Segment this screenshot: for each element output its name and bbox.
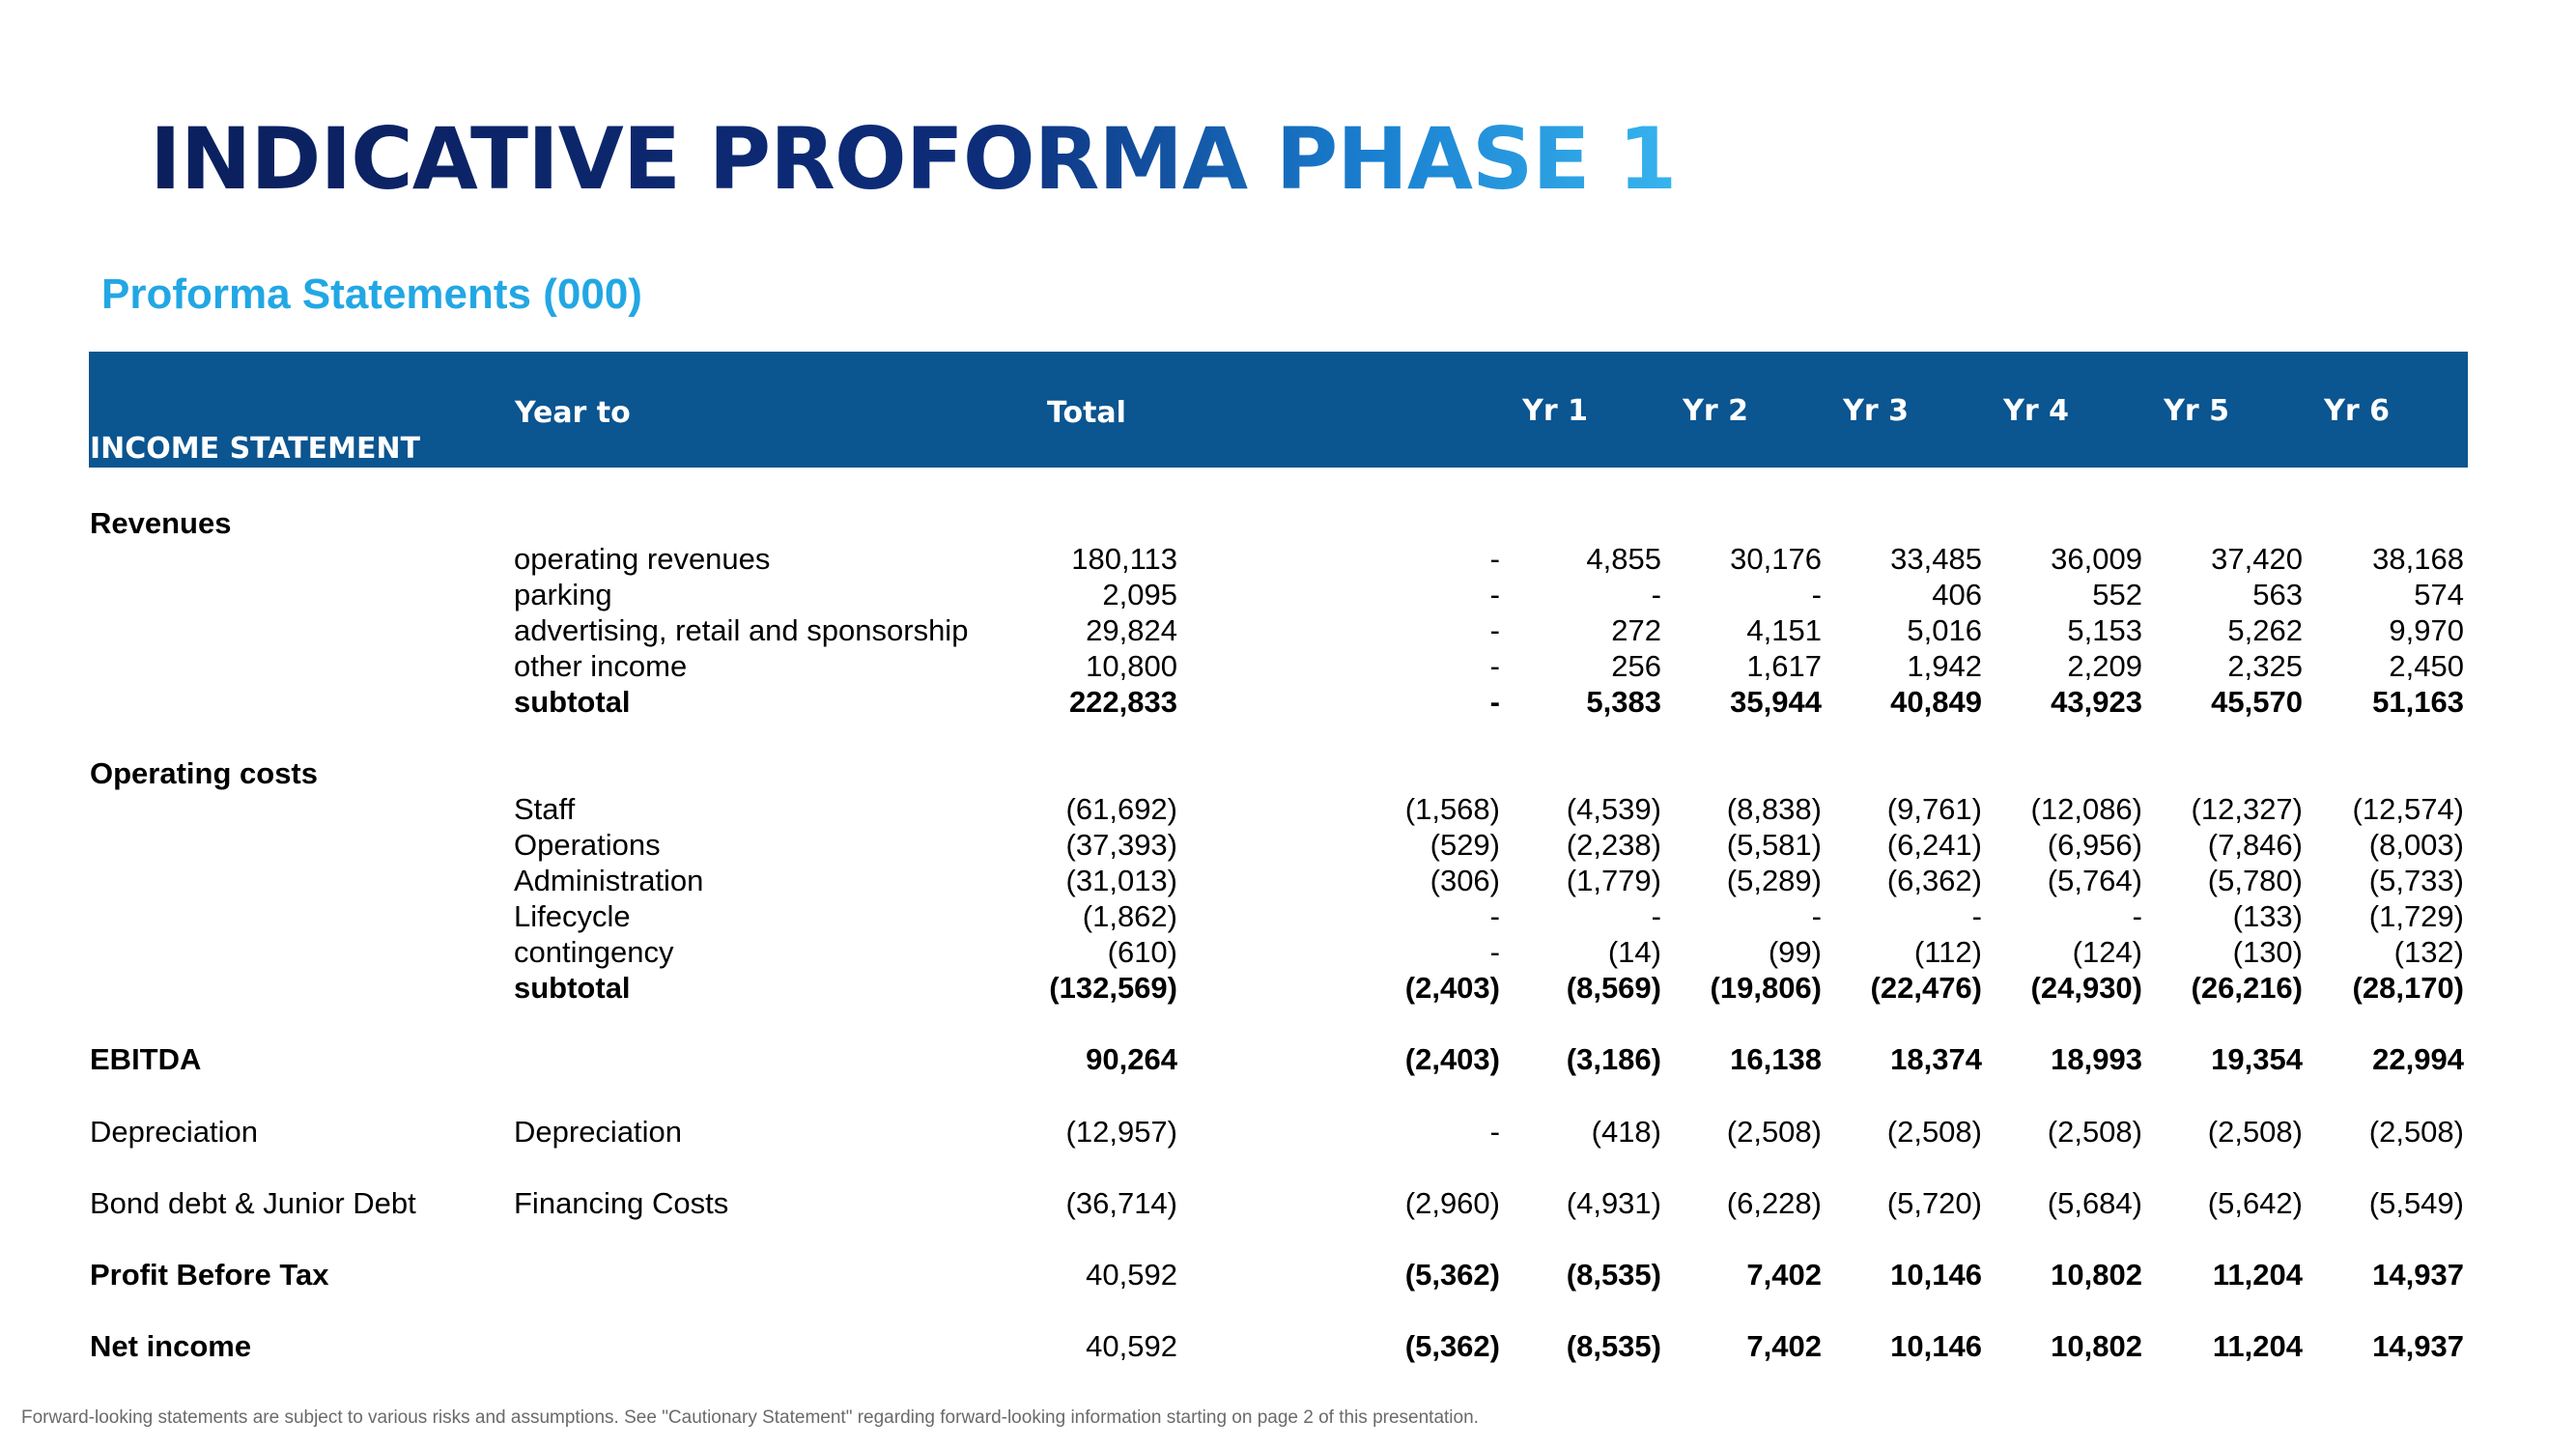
row-label: Revenues	[90, 506, 232, 540]
year-value: 2,450	[2389, 649, 2464, 683]
year-header: Yr 2	[1683, 394, 1748, 428]
year-value: (2,508)	[1886, 1115, 1982, 1149]
total-value: (12,957)	[1065, 1115, 1177, 1149]
year-value: (132)	[2393, 935, 2464, 969]
year-value: 37,420	[2211, 542, 2303, 576]
year-value: 7,402	[1746, 1258, 1822, 1292]
year-value: (133)	[2232, 899, 2303, 933]
table-row	[0, 755, 2576, 791]
table-row	[0, 505, 2576, 541]
year-value: (2,238)	[1566, 828, 1661, 862]
year-header: Yr 5	[2164, 394, 2229, 428]
year-value: (5,362)	[1404, 1258, 1500, 1292]
year-value: (2,508)	[2047, 1115, 2142, 1149]
total-value: (132,569)	[1049, 971, 1177, 1005]
year-value: 45,570	[2211, 685, 2303, 719]
year-value: (6,362)	[1886, 864, 1982, 897]
year-value: -	[2132, 899, 2142, 933]
year-value: (8,535)	[1566, 1258, 1661, 1292]
year-value: 11,204	[2212, 1329, 2303, 1363]
total-value: (610)	[1107, 935, 1177, 969]
year-value: (99)	[1768, 935, 1822, 969]
year-value: (5,289)	[1726, 864, 1822, 897]
year-value: 30,176	[1730, 542, 1822, 576]
table-row	[0, 577, 2576, 612]
year-value: 14,937	[2372, 1329, 2464, 1363]
total-header: Total	[1047, 396, 1126, 430]
row-sublabel: Operations	[514, 828, 661, 862]
row-label: Profit Before Tax	[90, 1258, 329, 1292]
year-value: (5,581)	[1726, 828, 1822, 862]
year-value: (124)	[2072, 935, 2142, 969]
year-value: 18,993	[2051, 1042, 2142, 1076]
total-value: 29,824	[1086, 613, 1177, 647]
year-value: 5,383	[1586, 685, 1661, 719]
year-value: (24,930)	[2030, 971, 2142, 1005]
year-header: Yr 6	[2324, 394, 2390, 428]
section-subtitle: Proforma Statements (000)	[101, 270, 642, 318]
year-value: (112)	[1913, 935, 1982, 969]
year-value: 33,485	[1890, 542, 1982, 576]
year-value: 5,153	[2067, 613, 2142, 647]
table-row	[0, 898, 2576, 934]
row-sublabel: Staff	[514, 792, 576, 826]
year-value: 4,855	[1586, 542, 1661, 576]
year-value: 5,016	[1907, 613, 1982, 647]
table-row	[0, 934, 2576, 970]
table-row	[0, 684, 2576, 720]
row-sublabel: advertising, retail and sponsorship	[514, 613, 969, 647]
year-value: 5,262	[2227, 613, 2303, 647]
year-value: (4,931)	[1566, 1186, 1661, 1220]
total-value: (36,714)	[1065, 1186, 1177, 1220]
row-sublabel: subtotal	[514, 971, 631, 1005]
year-header: Yr 7	[2484, 394, 2550, 428]
year-header: Yr 1	[1522, 394, 1588, 428]
table-header	[89, 352, 2550, 468]
year-value: 40,849	[1890, 685, 1982, 719]
total-value: (37,393)	[1065, 828, 1177, 862]
year-value: -	[1651, 578, 1661, 611]
year-value: (1,779)	[1566, 864, 1661, 897]
year-value: (2,508)	[1726, 1115, 1822, 1149]
disclaimer-footer: Forward-looking statements are subject to various risks and assumptions. See "Cautionary Statement" regarding forward-looking information starting on page 2 of this presentation.	[21, 1407, 1479, 1428]
table-row	[0, 970, 2576, 1006]
year-value: (9,761)	[1886, 792, 1982, 826]
year-value: (5,549)	[2368, 1186, 2464, 1220]
year-value: (14)	[1607, 935, 1661, 969]
row-sublabel: Depreciation	[514, 1115, 683, 1149]
page-title: INDICATIVE PROFORMA PHASE 1	[150, 97, 1676, 222]
year-value: 10,146	[1890, 1329, 1982, 1363]
year-value: -	[1489, 935, 1500, 969]
row-sublabel: Administration	[514, 864, 704, 897]
year-value: (418)	[1591, 1115, 1661, 1149]
year-value: (130)	[2232, 935, 2303, 969]
year-value: (5,780)	[2207, 864, 2303, 897]
row-sublabel: parking	[514, 578, 612, 611]
year-value: (12,086)	[2030, 792, 2142, 826]
year-value: 1,942	[1907, 649, 1982, 683]
table-row	[0, 827, 2576, 863]
year-value: 272	[1611, 613, 1661, 647]
year-value: (19,806)	[1710, 971, 1822, 1005]
year-value: 19,354	[2211, 1042, 2303, 1076]
year-value: 10,146	[1890, 1258, 1982, 1292]
row-label: Depreciation	[90, 1115, 259, 1149]
year-value: (6,241)	[1886, 828, 1982, 862]
total-value: 10,800	[1086, 649, 1177, 683]
year-value: (5,362)	[1404, 1329, 1500, 1363]
year-value: -	[1489, 613, 1500, 647]
year-value: -	[1811, 578, 1822, 611]
year-value: 51,163	[2372, 685, 2464, 719]
year-value: 552	[2092, 578, 2142, 611]
total-value: 180,113	[1071, 542, 1177, 576]
year-value: 4,151	[1746, 613, 1822, 647]
total-value: (1,862)	[1082, 899, 1177, 933]
year-value: (3,186)	[1566, 1042, 1661, 1076]
year-value: -	[1651, 899, 1661, 933]
year-value: 9,970	[2389, 613, 2464, 647]
year-value: (6,228)	[1726, 1186, 1822, 1220]
total-value: (61,692)	[1065, 792, 1177, 826]
year-value: -	[1489, 899, 1500, 933]
year-value: -	[1489, 578, 1500, 611]
row-sublabel: other income	[514, 649, 688, 683]
table-row	[0, 1328, 2576, 1364]
year-header: Yr 3	[1843, 394, 1909, 428]
year-value: (8,838)	[1726, 792, 1822, 826]
year-value: (1,568)	[1404, 792, 1500, 826]
income-statement-header: INCOME STATEMENT	[90, 432, 421, 466]
year-header: Yr 4	[2003, 394, 2069, 428]
row-label: Bond debt & Junior Debt	[90, 1186, 416, 1220]
year-value: 43,923	[2051, 685, 2142, 719]
year-value: 2,325	[2227, 649, 2303, 683]
year-value: (6,956)	[2047, 828, 2142, 862]
row-sublabel: subtotal	[514, 685, 631, 719]
table-row	[0, 863, 2576, 898]
row-label: EBITDA	[90, 1042, 202, 1076]
year-value: (12,327)	[2191, 792, 2303, 826]
year-value: 10,802	[2051, 1329, 2142, 1363]
row-sublabel: operating revenues	[514, 542, 771, 576]
year-value: -	[1811, 899, 1822, 933]
row-sublabel: Financing Costs	[514, 1186, 729, 1220]
table-row	[0, 648, 2576, 684]
year-value: -	[1971, 899, 1982, 933]
year-value: 16,138	[1730, 1042, 1822, 1076]
year-value: 10,802	[2051, 1258, 2142, 1292]
year-value: -	[1489, 1115, 1500, 1149]
total-value: 90,264	[1086, 1042, 1177, 1076]
year-value: 7,402	[1746, 1329, 1822, 1363]
year-value: -	[1489, 649, 1500, 683]
row-sublabel: contingency	[514, 935, 674, 969]
year-value: 256	[1611, 649, 1661, 683]
year-value: (8,535)	[1566, 1329, 1661, 1363]
year-value: (2,508)	[2207, 1115, 2303, 1149]
row-label: Net income	[90, 1329, 252, 1363]
year-value: (28,170)	[2352, 971, 2464, 1005]
year-value: (5,733)	[2368, 864, 2464, 897]
total-value: 40,592	[1086, 1329, 1177, 1363]
year-value: (5,684)	[2047, 1186, 2142, 1220]
year-value: (4,539)	[1566, 792, 1661, 826]
year-value: 18,374	[1890, 1042, 1982, 1076]
year-value: 2,209	[2067, 649, 2142, 683]
table-row	[0, 1257, 2576, 1293]
year-value: (306)	[1430, 864, 1500, 897]
table-row	[0, 791, 2576, 827]
row-sublabel: Lifecycle	[514, 899, 631, 933]
year-value: (12,574)	[2352, 792, 2464, 826]
year-value: 563	[2252, 578, 2303, 611]
year-value: (8,003)	[2368, 828, 2464, 862]
table-row	[0, 1185, 2576, 1221]
total-value: 222,833	[1068, 685, 1177, 719]
total-value: (31,013)	[1065, 864, 1177, 897]
year-value: 36,009	[2051, 542, 2142, 576]
year-value: 35,944	[1730, 685, 1822, 719]
year-value: (2,403)	[1404, 1042, 1500, 1076]
year-value: (5,764)	[2047, 864, 2142, 897]
total-value: 40,592	[1086, 1258, 1177, 1292]
year-value: (8,569)	[1566, 971, 1661, 1005]
year-value: (1,729)	[2368, 899, 2464, 933]
year-value: (2,960)	[1404, 1186, 1500, 1220]
year-value: (2,403)	[1404, 971, 1500, 1005]
year-value: -	[1489, 685, 1500, 719]
year-value: 14,937	[2372, 1258, 2464, 1292]
year-value: 574	[2414, 578, 2464, 611]
table-row	[0, 1114, 2576, 1150]
year-value: (22,476)	[1870, 971, 1982, 1005]
year-value: (2,508)	[2368, 1115, 2464, 1149]
year-value: 22,994	[2372, 1042, 2464, 1076]
year-value: 11,204	[2212, 1258, 2303, 1292]
total-value: 2,095	[1102, 578, 1177, 611]
table-row	[0, 1041, 2576, 1077]
year-value: 406	[1932, 578, 1982, 611]
year-value: (26,216)	[2191, 971, 2303, 1005]
year-value: (5,720)	[1886, 1186, 1982, 1220]
table-row	[0, 541, 2576, 577]
year-to-header: Year to	[515, 396, 631, 430]
year-value: (7,846)	[2207, 828, 2303, 862]
row-label: Operating costs	[90, 756, 318, 790]
year-value: (5,642)	[2207, 1186, 2303, 1220]
table-row	[0, 612, 2576, 648]
year-value: (529)	[1430, 828, 1500, 862]
year-value: 1,617	[1746, 649, 1822, 683]
year-value: -	[1489, 542, 1500, 576]
year-value: 38,168	[2372, 542, 2464, 576]
